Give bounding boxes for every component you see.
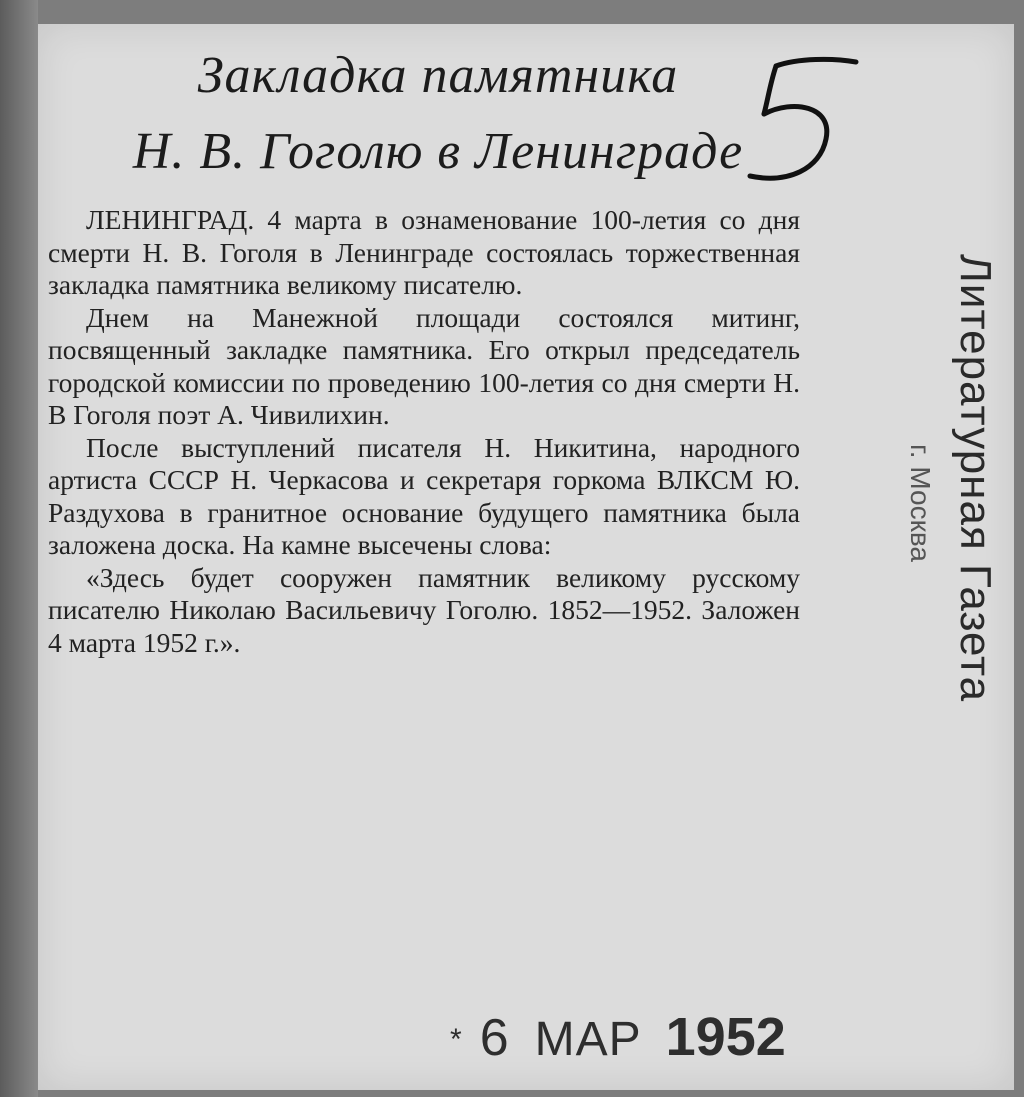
newspaper-clipping xyxy=(38,24,1014,1090)
headline-line-1: Закладка памятника xyxy=(197,47,679,104)
date-stamp-year: 1952 xyxy=(665,1007,786,1067)
date-stamp xyxy=(450,1006,786,1068)
article-body xyxy=(48,204,800,659)
date-stamp-star: * xyxy=(450,1023,462,1056)
publication-city: г. Москва xyxy=(905,444,936,562)
left-border-strip xyxy=(0,0,38,1097)
publication-stamp xyxy=(905,234,1018,914)
date-stamp-day: 6 xyxy=(479,1009,509,1067)
article-paragraph: Днем на Манежной площади состоялся митинг, посвященный закладке памятника. Его открыл председатель городской комиссии по проведению 100-летия со дня смерти Н. В Гоголя поэт А. Чивилихин. xyxy=(48,301,800,430)
headline-line-2: Н. В. Гоголю в Ленинграде xyxy=(132,123,744,180)
handwritten-number xyxy=(738,44,868,194)
publication-name: Литературная Газета xyxy=(951,254,1000,703)
article-paragraph: После выступлений писателя Н. Никитина, народного артиста СССР Н. Черкасова и секретаря горкома ВЛКСМ Ю. Раздухова в гранитное основание будущего памятника была заложена доска. На камне высечены слова: xyxy=(48,431,800,560)
article-paragraph: ЛЕНИНГРАД. 4 марта в ознаменование 100-летия со дня смерти Н. В. Гоголя в Ленинграде состоялась торжественная закладка памятника великому писателю. xyxy=(48,204,800,300)
date-stamp-month: МАР xyxy=(534,1013,642,1066)
handwritten-number-glyph xyxy=(738,44,868,194)
article-paragraph: «Здесь будет сооружен памятник великому русскому писателю Николаю Васильевичу Гоголю. 1852—1952. Заложен 4 марта 1952 г.». xyxy=(48,561,800,658)
